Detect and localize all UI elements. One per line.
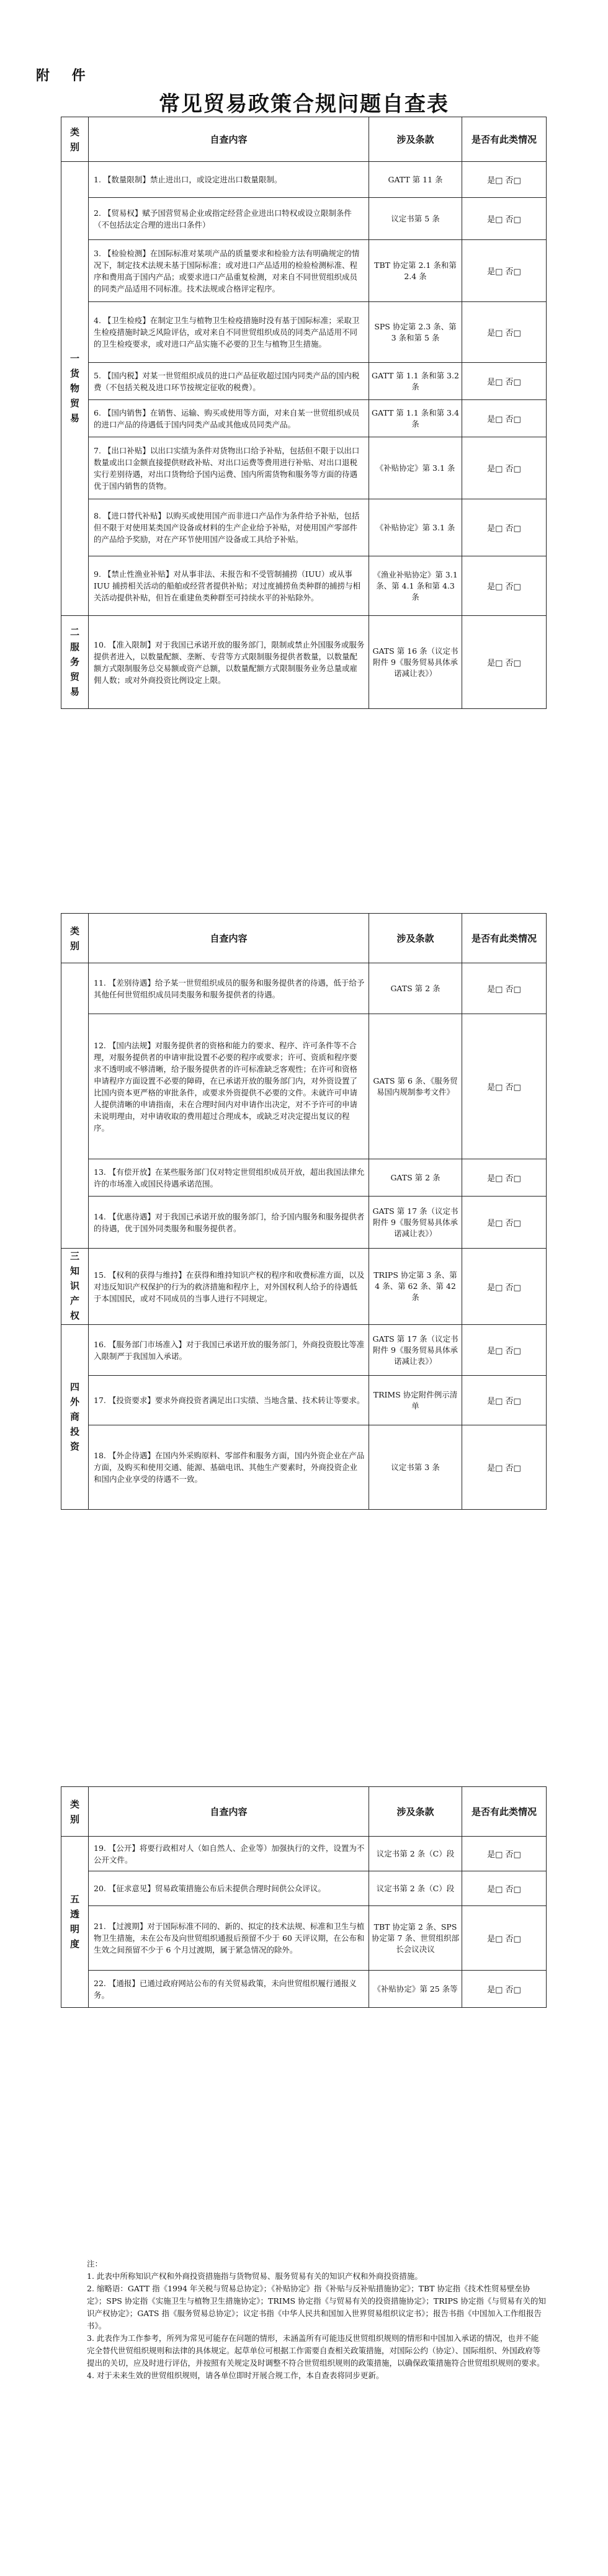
row-content: 6. 【国内销售】在销售、运输、购买或使用等方面，对来自某一世贸组织成员的进口产品的待遇低于国内同类产品或其他成员同类产品。: [89, 400, 369, 437]
table-header-row: [61, 914, 547, 963]
header-applicable: 是否有此类情况: [462, 1787, 547, 1837]
table-header-row: [61, 1787, 547, 1837]
yes-no-checkbox[interactable]: 是□ 否□: [462, 1837, 547, 1871]
yes-no-checkbox[interactable]: 是□ 否□: [462, 302, 547, 363]
table-row: [61, 1159, 547, 1197]
row-content: 19. 【公开】将要行政相对人（如自然人、企业等）加强执行的文件，设置为不公开文件。: [89, 1837, 369, 1871]
category-services: 二服务贸易: [61, 616, 89, 709]
table-row: [61, 240, 547, 302]
header-applicable: 是否有此类情况: [462, 914, 547, 963]
note-item: 4. 对于未来生效的世贸组织规则，请各单位即时开展合规工作，本自查表将同步更新。: [87, 2371, 384, 2380]
table-row: [61, 1325, 547, 1376]
row-content: 14. 【优惠待遇】对于我国已承诺开放的服务部门，给予国内服务和服务提供者的待遇，优于国外同类服务和服务提供者。: [89, 1197, 369, 1249]
row-clause: 《渔业补贴协定》第 3.1 条、第 4.1 条和第 4.3 条: [369, 556, 462, 616]
yes-no-checkbox[interactable]: 是□ 否□: [462, 1197, 547, 1249]
yes-no-checkbox[interactable]: 是□ 否□: [462, 1249, 547, 1325]
row-clause: TBT 协定第 2 条、SPS 协定第 7 条、世贸组织部长会议决议: [369, 1906, 462, 1971]
row-content: 11. 【差别待遇】给予某一世贸组织成员的服务和服务提供者的待遇，低于给予其他任何世贸组织成员同类服务和服务提供者的待遇。: [89, 963, 369, 1014]
row-clause: GATS 第 6 条、《服务贸易国内规制参考文件》: [369, 1014, 462, 1159]
yes-no-checkbox[interactable]: 是□ 否□: [462, 162, 547, 198]
header-content: 自查内容: [89, 117, 369, 162]
table-row: [61, 499, 547, 556]
checklist-table-page-1: [61, 117, 547, 709]
yes-no-checkbox[interactable]: 是□ 否□: [462, 400, 547, 437]
header-category: 类别: [61, 117, 89, 162]
table-row: [61, 556, 547, 616]
row-clause: GATT 第 1.1 条和第 3.4 条: [369, 400, 462, 437]
row-clause: GATS 第 2 条: [369, 963, 462, 1014]
row-content: 8. 【进口替代补贴】以购买或使用国产而非进口产品作为条件给予补贴，包括但不限于对使用某类国产设备或材料的生产企业给予补贴，对使用国产零部件的产品给予奖励，对在产环节使用国产设备或工具给予补贴。: [89, 499, 369, 556]
note-item: 2. 缩略语：GATT 指《1994 年关税与贸易总协定》；《补贴协定》指《补贴与反补贴措施协定》；TBT 协定指《技术性贸易壁垒协定》；SPS 协定指《实施卫生与植物卫生措施协定》；TRIMS 协定指《与贸易有关的投资措施协定》；TRIPS 协定指《与贸易有关的知识产权协定》；GATS 指《服务贸易总协定》；议定书指《中华人民共和国加入世界贸易组织议定书》；报告书指《中国加入工作组报告书》。: [87, 2284, 546, 2330]
header-content: 自查内容: [89, 1787, 369, 1837]
row-clause: GATT 第 1.1 条和第 3.2 条: [369, 363, 462, 400]
header-applicable: 是否有此类情况: [462, 117, 547, 162]
yes-no-checkbox[interactable]: 是□ 否□: [462, 363, 547, 400]
table-row: [61, 1425, 547, 1510]
row-content: 1. 【数量限制】禁止进出口，或设定进出口数量限制。: [89, 162, 369, 198]
row-clause: GATS 第 2 条: [369, 1159, 462, 1197]
table-row: [61, 363, 547, 400]
row-content: 5. 【国内税】对某一世贸组织成员的进口产品征收超过国内同类产品的国内税费（不包括关税及进口环节按规定征收的税费）。: [89, 363, 369, 400]
row-content: 9. 【禁止性渔业补贴】对从事非法、未报告和不受管制捕捞（IUU）或从事 IUU 捕捞相关活动的船舶或经营者提供补贴；对过度捕捞鱼类种群的捕捞与相关活动提供补贴，但旨在重建鱼类种群至可持续水平的补贴除外。: [89, 556, 369, 616]
yes-no-checkbox[interactable]: 是□ 否□: [462, 437, 547, 499]
row-content: 12. 【国内法规】对服务提供者的资格和能力的要求、程序、许可条件等不合理，对服务提供者的申请审批设置不必要的程序或要求；许可、资质和程序要求不透明或不够清晰，给予服务提供者的许可标准缺乏客观性；在许可和资格申请程序方面设置不必要的障碍，在已承诺开放的服务部门内，对外资设置了比国内资本更严格的审批条件，或要求外资提供不必要的文件。未就许可申请人提供清晰的申请指南，未在合理时间内对申请作出决定，对不予许可的申请未说明理由，对申请收取的费用超过合理成本，或缺乏对决定提出复议的程序。: [89, 1014, 369, 1159]
row-content: 15. 【权利的获得与维持】在获得和维持知识产权的程序和收费标准方面，以及对违反知识产权保护的行为的救济措施和程序上，对外国权利人给予的待遇低于本国国民，或对不同成员的当事人进行不同规定。: [89, 1249, 369, 1325]
category-services-continued: [61, 963, 89, 1249]
notes-section: [87, 2258, 546, 2382]
page-title: 常见贸易政策合规问题自查表: [159, 92, 449, 117]
table-row: [61, 1197, 547, 1249]
yes-no-checkbox[interactable]: 是□ 否□: [462, 1971, 547, 2008]
table-row: [61, 162, 547, 198]
row-clause: TRIPS 协定第 3 条、第 4 条、第 62 条、第 42 条: [369, 1249, 462, 1325]
header-clause: 涉及条款: [369, 914, 462, 963]
yes-no-checkbox[interactable]: 是□ 否□: [462, 1376, 547, 1425]
yes-no-checkbox[interactable]: 是□ 否□: [462, 240, 547, 302]
header-category: 类别: [61, 1787, 89, 1837]
table-header-row: [61, 117, 547, 162]
header-content: 自查内容: [89, 914, 369, 963]
row-clause: GATS 第 17 条（议定书附件 9《服务贸易具体承诺减让表》）: [369, 1197, 462, 1249]
table-row: [61, 616, 547, 709]
row-content: 17. 【投资要求】要求外商投资者满足出口实绩、当地含量、技术转让等要求。: [89, 1376, 369, 1425]
row-content: 21. 【过渡期】对于国际标准不同的、新的、拟定的技术法规、标准和卫生与植物卫生措施，未在公布及向世贸组织通报后预留不少于 60 天评议期，在公布和生效之间预留不少于 6 个月过渡期，属于紧急情况的除外。: [89, 1906, 369, 1971]
row-clause: 议定书第 2 条（C）段: [369, 1871, 462, 1906]
row-clause: 议定书第 3 条: [369, 1425, 462, 1510]
checklist-table-page-2: [61, 913, 547, 1510]
category-transparency: 五透明度: [61, 1837, 89, 2008]
row-content: 2. 【贸易权】赋予国营贸易企业或指定经营企业进出口特权或设立限制条件（不包括法定合理的进出口条件）: [89, 198, 369, 240]
header-clause: 涉及条款: [369, 117, 462, 162]
yes-no-checkbox[interactable]: 是□ 否□: [462, 1906, 547, 1971]
table-row: [61, 400, 547, 437]
checklist-table-page-3: [61, 1786, 547, 2008]
row-clause: 《补贴协定》第 3.1 条: [369, 437, 462, 499]
note-item: 3. 此表作为工作参考，所列为常见可能存在问题的情形，未涵盖所有可能违反世贸组织规则的情形和中国加入承诺的情况，也并不能完全替代世贸组织规则和法律的具体规定。起草单位可根据工作需要自查相关政策措施，对国际公约（协定）、国际组织、外国政府等提出的关切，应及时进行评估，并按照有关规定及时调整不符合世贸组织规则的政策措施，以确保政策措施符合世贸组织规则的要求。: [87, 2333, 545, 2368]
row-content: 20. 【征求意见】贸易政策措施公布后未提供合理时间供公众评议。: [89, 1871, 369, 1906]
header-category: 类别: [61, 914, 89, 963]
row-content: 3. 【检验检测】在国际标准对某项产品的质量要求和检验方法有明确规定的情况下，制定技术法规未基于国际标准；或对进口产品适用的检验检测标准、程序和费用高于国内产品；或要求进口产品重复检测，对来自不同世贸组织成员的同类产品适用不同标准。技术法规或合格评定程序。: [89, 240, 369, 302]
notes-heading: 注：: [87, 2259, 103, 2268]
table-row: [61, 1971, 547, 2008]
table-row: [61, 1249, 547, 1325]
row-content: 4. 【卫生检疫】在制定卫生与植物卫生检疫措施时没有基于国际标准；采取卫生检疫措施时缺乏风险评估，或对来自不同世贸组织成员的同类产品适用不同的卫生检疫要求，或对进口产品实施不必要的卫生与植物卫生措施。: [89, 302, 369, 363]
row-clause: GATS 第 17 条（议定书附件 9《服务贸易具体承诺减让表》）: [369, 1325, 462, 1376]
row-clause: 《补贴协定》第 3.1 条: [369, 499, 462, 556]
yes-no-checkbox[interactable]: 是□ 否□: [462, 963, 547, 1014]
row-clause: TBT 协定第 2.1 条和第 2.4 条: [369, 240, 462, 302]
yes-no-checkbox[interactable]: 是□ 否□: [462, 556, 547, 616]
table-row: [61, 198, 547, 240]
table-row: [61, 1871, 547, 1906]
table-row: [61, 963, 547, 1014]
row-content: 16. 【服务部门市场准入】对于我国已承诺开放的服务部门，外商投资股比等准入限制严于我国加入承诺。: [89, 1325, 369, 1376]
yes-no-checkbox[interactable]: 是□ 否□: [462, 198, 547, 240]
attachment-label: 附 件: [36, 68, 94, 84]
row-content: 7. 【出口补贴】以出口实绩为条件对货物出口给予补贴，包括但不限于以出口数量或出口金额直接提供财政补贴、对出口运费等费用进行补贴、对出口退税实行差别待遇，对出口货物给予国内运费、国内所需货物和服务等方面的待遇优于国内销售的货物。: [89, 437, 369, 499]
header-clause: 涉及条款: [369, 1787, 462, 1837]
yes-no-checkbox[interactable]: 是□ 否□: [462, 1871, 547, 1906]
row-clause: TRIMS 协定附件例示清单: [369, 1376, 462, 1425]
yes-no-checkbox[interactable]: 是□ 否□: [462, 1014, 547, 1159]
row-clause: SPS 协定第 2.3 条、第 3 条和第 5 条: [369, 302, 462, 363]
row-content: 13. 【有偿开放】在某些服务部门仅对特定世贸组织成员开放，超出我国法律允许的市场准入或国民待遇承诺范围。: [89, 1159, 369, 1197]
yes-no-checkbox[interactable]: 是□ 否□: [462, 1159, 547, 1197]
row-content: 10. 【准入限制】对于我国已承诺开放的服务部门，限制或禁止外国服务或服务提供者进入，以数量配额、垄断、专营等方式限制服务提供者数量，以数量配额方式限制服务总交易额或资产总额，以数量配额方式限制服务业务总量或雇佣人数；或对外商投资比例设定上限。: [89, 616, 369, 709]
row-clause: GATS 第 16 条（议定书附件 9《服务贸易具体承诺减让表》）: [369, 616, 462, 709]
table-row: [61, 1837, 547, 1871]
row-content: 18. 【外企待遇】在国内外采购原料、零部件和服务方面，国内外资企业在产品方面，及购买和使用交通、能源、基础电讯、其他生产要素时，外商投资企业和国内企业享受的待遇不一致。: [89, 1425, 369, 1510]
row-clause: 《补贴协定》第 25 条等: [369, 1971, 462, 2008]
table-row: [61, 1376, 547, 1425]
row-clause: 议定书第 5 条: [369, 198, 462, 240]
yes-no-checkbox[interactable]: 是□ 否□: [462, 1325, 547, 1376]
row-clause: GATT 第 11 条: [369, 162, 462, 198]
yes-no-checkbox[interactable]: 是□ 否□: [462, 499, 547, 556]
category-investment: 四外商投资: [61, 1325, 89, 1510]
table-row: [61, 1014, 547, 1159]
category-goods: 一货物贸易: [61, 162, 89, 616]
row-content: 22. 【通报】已通过政府网站公布的有关贸易政策，未向世贸组织履行通报义务。: [89, 1971, 369, 2008]
table-row: [61, 437, 547, 499]
note-item: 1. 此表中所称知识产权和外商投资措施指与货物贸易、服务贸易有关的知识产权和外商投资措施。: [87, 2271, 422, 2281]
row-clause: 议定书第 2 条（C）段: [369, 1837, 462, 1871]
category-ip: 三知识产权: [61, 1249, 89, 1325]
table-row: [61, 1906, 547, 1971]
table-row: [61, 302, 547, 363]
yes-no-checkbox[interactable]: 是□ 否□: [462, 616, 547, 709]
yes-no-checkbox[interactable]: 是□ 否□: [462, 1425, 547, 1510]
